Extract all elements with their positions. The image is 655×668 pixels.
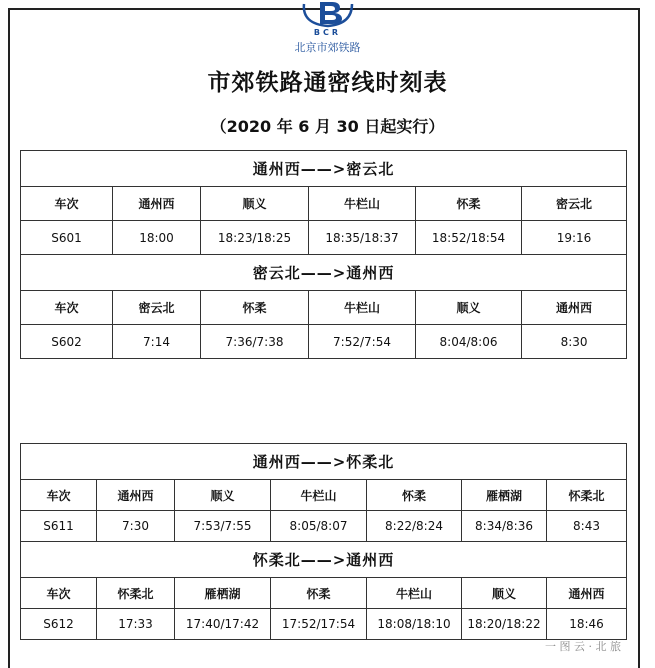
route-title: 怀柔北——>通州西 bbox=[21, 542, 627, 578]
bcr-logo-icon bbox=[298, 0, 358, 30]
logo-bcr-text: BCR bbox=[313, 28, 342, 37]
column-header: 通州西 bbox=[97, 480, 175, 511]
table-row bbox=[21, 221, 627, 255]
column-header: 顺义 bbox=[416, 291, 522, 325]
table-row bbox=[21, 511, 627, 542]
train-number: S612 bbox=[21, 609, 97, 640]
column-header: 怀柔 bbox=[416, 187, 522, 221]
column-header: 牛栏山 bbox=[367, 578, 462, 609]
column-header: 密云北 bbox=[522, 187, 627, 221]
watermark: 一 图 云 · 北 旅 bbox=[545, 640, 621, 653]
column-header: 怀柔 bbox=[367, 480, 462, 511]
column-header: 车次 bbox=[21, 291, 113, 325]
time-cell: 7:36/7:38 bbox=[201, 325, 309, 359]
column-header: 雁栖湖 bbox=[462, 480, 547, 511]
column-header: 怀柔北 bbox=[547, 480, 627, 511]
column-header: 密云北 bbox=[113, 291, 201, 325]
column-header: 车次 bbox=[21, 480, 97, 511]
time-cell: 18:00 bbox=[113, 221, 201, 255]
time-cell: 8:34/8:36 bbox=[462, 511, 547, 542]
time-cell: 17:40/17:42 bbox=[175, 609, 271, 640]
column-header: 怀柔北 bbox=[97, 578, 175, 609]
time-cell: 8:43 bbox=[547, 511, 627, 542]
time-cell: 8:30 bbox=[522, 325, 627, 359]
column-header: 顺义 bbox=[175, 480, 271, 511]
column-header: 车次 bbox=[21, 578, 97, 609]
time-cell: 8:04/8:06 bbox=[416, 325, 522, 359]
page-title: 市郊铁路通密线时刻表 bbox=[207, 70, 448, 96]
column-header: 通州西 bbox=[113, 187, 201, 221]
time-cell: 18:46 bbox=[547, 609, 627, 640]
effective-date: （2020 年 6 月 30 日起实行） bbox=[210, 117, 445, 136]
column-header: 怀柔 bbox=[271, 578, 367, 609]
time-cell: 7:53/7:55 bbox=[175, 511, 271, 542]
time-cell: 17:33 bbox=[97, 609, 175, 640]
column-header: 牛栏山 bbox=[309, 187, 416, 221]
time-cell: 18:23/18:25 bbox=[201, 221, 309, 255]
timetable-tongmi-huairou bbox=[20, 443, 627, 640]
time-cell: 7:14 bbox=[113, 325, 201, 359]
column-header: 通州西 bbox=[522, 291, 627, 325]
train-number: S601 bbox=[21, 221, 113, 255]
time-cell: 17:52/17:54 bbox=[271, 609, 367, 640]
train-number: S611 bbox=[21, 511, 97, 542]
time-cell: 18:20/18:22 bbox=[462, 609, 547, 640]
time-cell: 18:08/18:10 bbox=[367, 609, 462, 640]
column-header: 通州西 bbox=[547, 578, 627, 609]
column-header: 顺义 bbox=[462, 578, 547, 609]
table-row bbox=[21, 325, 627, 359]
column-header: 怀柔 bbox=[201, 291, 309, 325]
time-cell: 7:30 bbox=[97, 511, 175, 542]
column-header: 牛栏山 bbox=[309, 291, 416, 325]
route-title: 通州西——>密云北 bbox=[21, 151, 627, 187]
column-header: 牛栏山 bbox=[271, 480, 367, 511]
time-cell: 8:22/8:24 bbox=[367, 511, 462, 542]
column-header: 车次 bbox=[21, 187, 113, 221]
timetable-tongmi-miyun bbox=[20, 150, 627, 359]
time-cell: 18:35/18:37 bbox=[309, 221, 416, 255]
train-number: S602 bbox=[21, 325, 113, 359]
column-header: 雁栖湖 bbox=[175, 578, 271, 609]
organization-name: 北京市郊铁路 bbox=[294, 41, 361, 54]
time-cell: 7:52/7:54 bbox=[309, 325, 416, 359]
route-title: 密云北——>通州西 bbox=[21, 255, 627, 291]
time-cell: 8:05/8:07 bbox=[271, 511, 367, 542]
table-row bbox=[21, 609, 627, 640]
time-cell: 18:52/18:54 bbox=[416, 221, 522, 255]
time-cell: 19:16 bbox=[522, 221, 627, 255]
column-header: 顺义 bbox=[201, 187, 309, 221]
route-title: 通州西——>怀柔北 bbox=[21, 444, 627, 480]
